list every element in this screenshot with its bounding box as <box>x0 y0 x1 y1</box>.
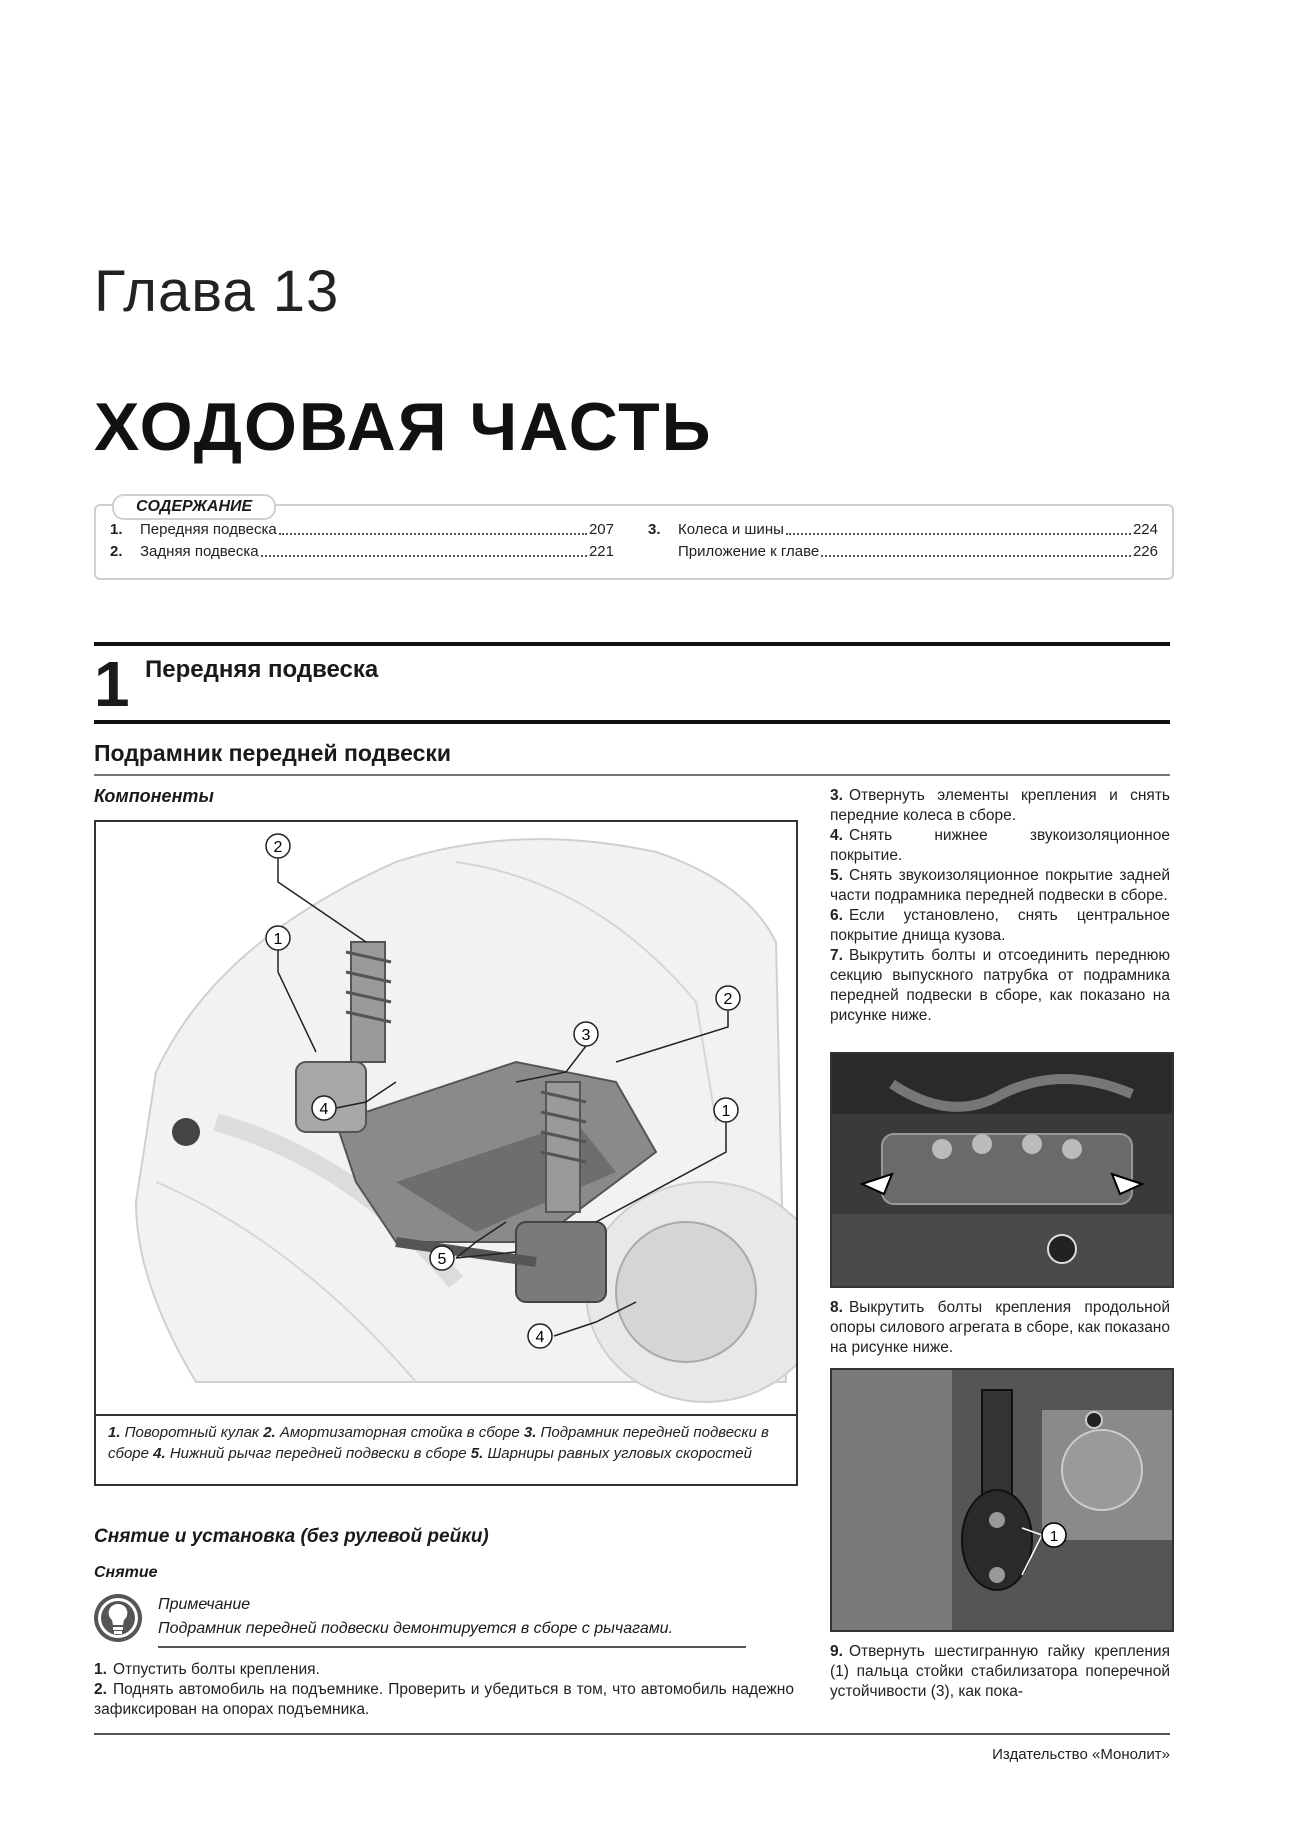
publisher-footer: Издательство «Монолит» <box>992 1746 1170 1763</box>
section-title: Передняя подвеска <box>145 656 379 683</box>
right-step-list-a <box>830 786 1170 1026</box>
step-item <box>830 906 1170 946</box>
toc-item-number: 3. <box>648 521 661 538</box>
callout-number: 1 <box>721 1103 731 1120</box>
callout-number: 2 <box>273 839 283 856</box>
toc-item-label: Колеса и шины <box>678 521 784 538</box>
toc-leader <box>821 542 1131 557</box>
subsection-rule <box>94 774 1170 776</box>
mount-illustration <box>832 1370 1172 1630</box>
step-text: Отпустить болты крепления. <box>112 1661 320 1678</box>
suspension-illustration <box>96 822 796 1414</box>
toc-item[interactable] <box>648 520 1158 540</box>
step-text: Выкрутить болты и отсоединить переднюю секцию выпускного патрубка от подрамника передней подвески в сборе, как показано на рисунке ниже. <box>830 947 1170 1024</box>
step-item <box>94 1660 794 1680</box>
step-number: 4. <box>830 827 843 844</box>
right-step-list-b <box>830 1298 1170 1358</box>
toc-item-page: 207 <box>588 521 614 538</box>
callout-number: 3 <box>581 1027 591 1044</box>
step-text: Выкрутить болты крепления продольной опоры силового агрегата в сборе, как показано на рисунке ниже. <box>830 1299 1170 1356</box>
left-knuckle <box>296 1062 366 1132</box>
lightbulb-icon <box>94 1594 142 1642</box>
toc-item[interactable] <box>110 542 614 562</box>
left-step-list <box>94 1660 794 1720</box>
caption-num: 5. <box>470 1445 484 1462</box>
step-item <box>830 946 1170 1026</box>
toc-label: СОДЕРЖАНИЕ <box>112 494 276 520</box>
step-number: 3. <box>830 787 843 804</box>
note-rule <box>158 1646 746 1648</box>
step-item <box>830 866 1170 906</box>
toc-item-number: 1. <box>110 521 123 538</box>
step-text: Поднять автомобиль на подъемнике. Проверить и убедиться в том, что автомобиль надежно зафиксирован на опорах подъемника. <box>94 1681 794 1718</box>
toc-leader <box>261 542 587 557</box>
section-number: 1 <box>94 648 130 720</box>
step-number: 5. <box>830 867 843 884</box>
exhaust-illustration <box>832 1054 1172 1286</box>
chapter-heading: Глава 13 <box>94 259 340 324</box>
callout-number: 4 <box>319 1101 329 1118</box>
caption-num: 4. <box>153 1445 166 1462</box>
toc-item[interactable] <box>110 520 614 540</box>
figure-caption <box>108 1422 788 1464</box>
step-text: Отвернуть шестигранную гайку крепления (1) пальца стойки стабилизатора поперечной устойчивости (3), как пока- <box>830 1643 1170 1700</box>
step-number: 8. <box>830 1299 843 1316</box>
step-item <box>830 1642 1170 1702</box>
step-item <box>830 786 1170 826</box>
mount-photo <box>830 1368 1174 1632</box>
right-step-list-c <box>830 1642 1170 1702</box>
step-item <box>830 826 1170 866</box>
toc-box <box>94 498 1174 580</box>
toc-item-label: Приложение к главе <box>678 543 820 560</box>
step-number: 6. <box>830 907 843 924</box>
caption-num: 1. <box>108 1424 121 1441</box>
step-text: Отвернуть элементы крепления и снять передние колеса в сборе. <box>830 787 1170 824</box>
callout-number: 1 <box>1049 1528 1059 1545</box>
toc-item-label: Задняя подвеска <box>140 543 259 560</box>
view-direction-icon <box>1048 1235 1076 1263</box>
subsection-title: Подрамник передней подвески <box>94 740 452 766</box>
step-text: Снять нижнее звукоизоляционное покрытие. <box>830 827 1170 864</box>
step-item <box>830 1298 1170 1358</box>
caption-text: Подрамник передней подвески в сборе <box>108 1424 769 1462</box>
note-text: Подрамник передней подвески демонтируется в сборе с рычагами. <box>158 1620 674 1637</box>
caption-divider <box>96 1414 796 1416</box>
exhaust-photo <box>830 1052 1174 1288</box>
step-item <box>94 1680 794 1720</box>
right-strut <box>546 1082 580 1212</box>
footer-rule <box>94 1733 1170 1735</box>
toc-item[interactable] <box>648 542 1158 562</box>
toc-item-number <box>648 542 678 562</box>
toc-item-page: 224 <box>1132 521 1158 538</box>
caption-text: Шарниры равных угловых скоростей <box>483 1445 752 1462</box>
caption-text: Амортизаторная стойка в сборе <box>275 1424 524 1441</box>
callout-number: 4 <box>535 1329 545 1346</box>
section-rule-top <box>94 642 1170 646</box>
brake-disc <box>616 1222 756 1362</box>
toc-leader <box>279 520 587 535</box>
note-icon <box>94 1594 142 1642</box>
view-direction-icon <box>172 1118 200 1146</box>
caption-num: 2. <box>263 1424 276 1441</box>
caption-num: 3. <box>523 1424 537 1441</box>
step-number: 1. <box>94 1661 107 1678</box>
section-rule-bottom <box>94 720 1170 724</box>
toc-item-page: 226 <box>1132 543 1158 560</box>
note-label: Примечание <box>158 1596 251 1613</box>
step-number: 2. <box>94 1681 107 1698</box>
removal-subheading: Снятие <box>94 1564 158 1581</box>
callout-number: 1 <box>273 931 283 948</box>
step-text: Если установлено, снять центральное покрытие днища кузова. <box>830 907 1170 944</box>
components-heading: Компоненты <box>94 786 214 806</box>
removal-heading: Снятие и установка (без рулевой рейки) <box>94 1526 489 1547</box>
toc-item-number: 2. <box>110 543 123 560</box>
callout-number: 2 <box>723 991 733 1008</box>
callout-number: 5 <box>437 1251 447 1268</box>
page-title: ХОДОВАЯ ЧАСТЬ <box>94 389 713 465</box>
step-text: Снять звукоизоляционное покрытие задней части подрамника передней подвески в сборе. <box>830 867 1170 904</box>
suspension-figure <box>94 820 798 1486</box>
toc-item-label: Передняя подвеска <box>140 521 277 538</box>
step-number: 7. <box>830 947 843 964</box>
caption-text: Поворотный кулак <box>120 1424 264 1441</box>
step-number: 9. <box>830 1643 843 1660</box>
caption-text: Нижний рычаг передней подвески в сборе <box>165 1445 471 1462</box>
view-direction-icon <box>1086 1412 1102 1428</box>
toc-item-page: 221 <box>588 543 614 560</box>
toc-leader <box>786 520 1131 535</box>
